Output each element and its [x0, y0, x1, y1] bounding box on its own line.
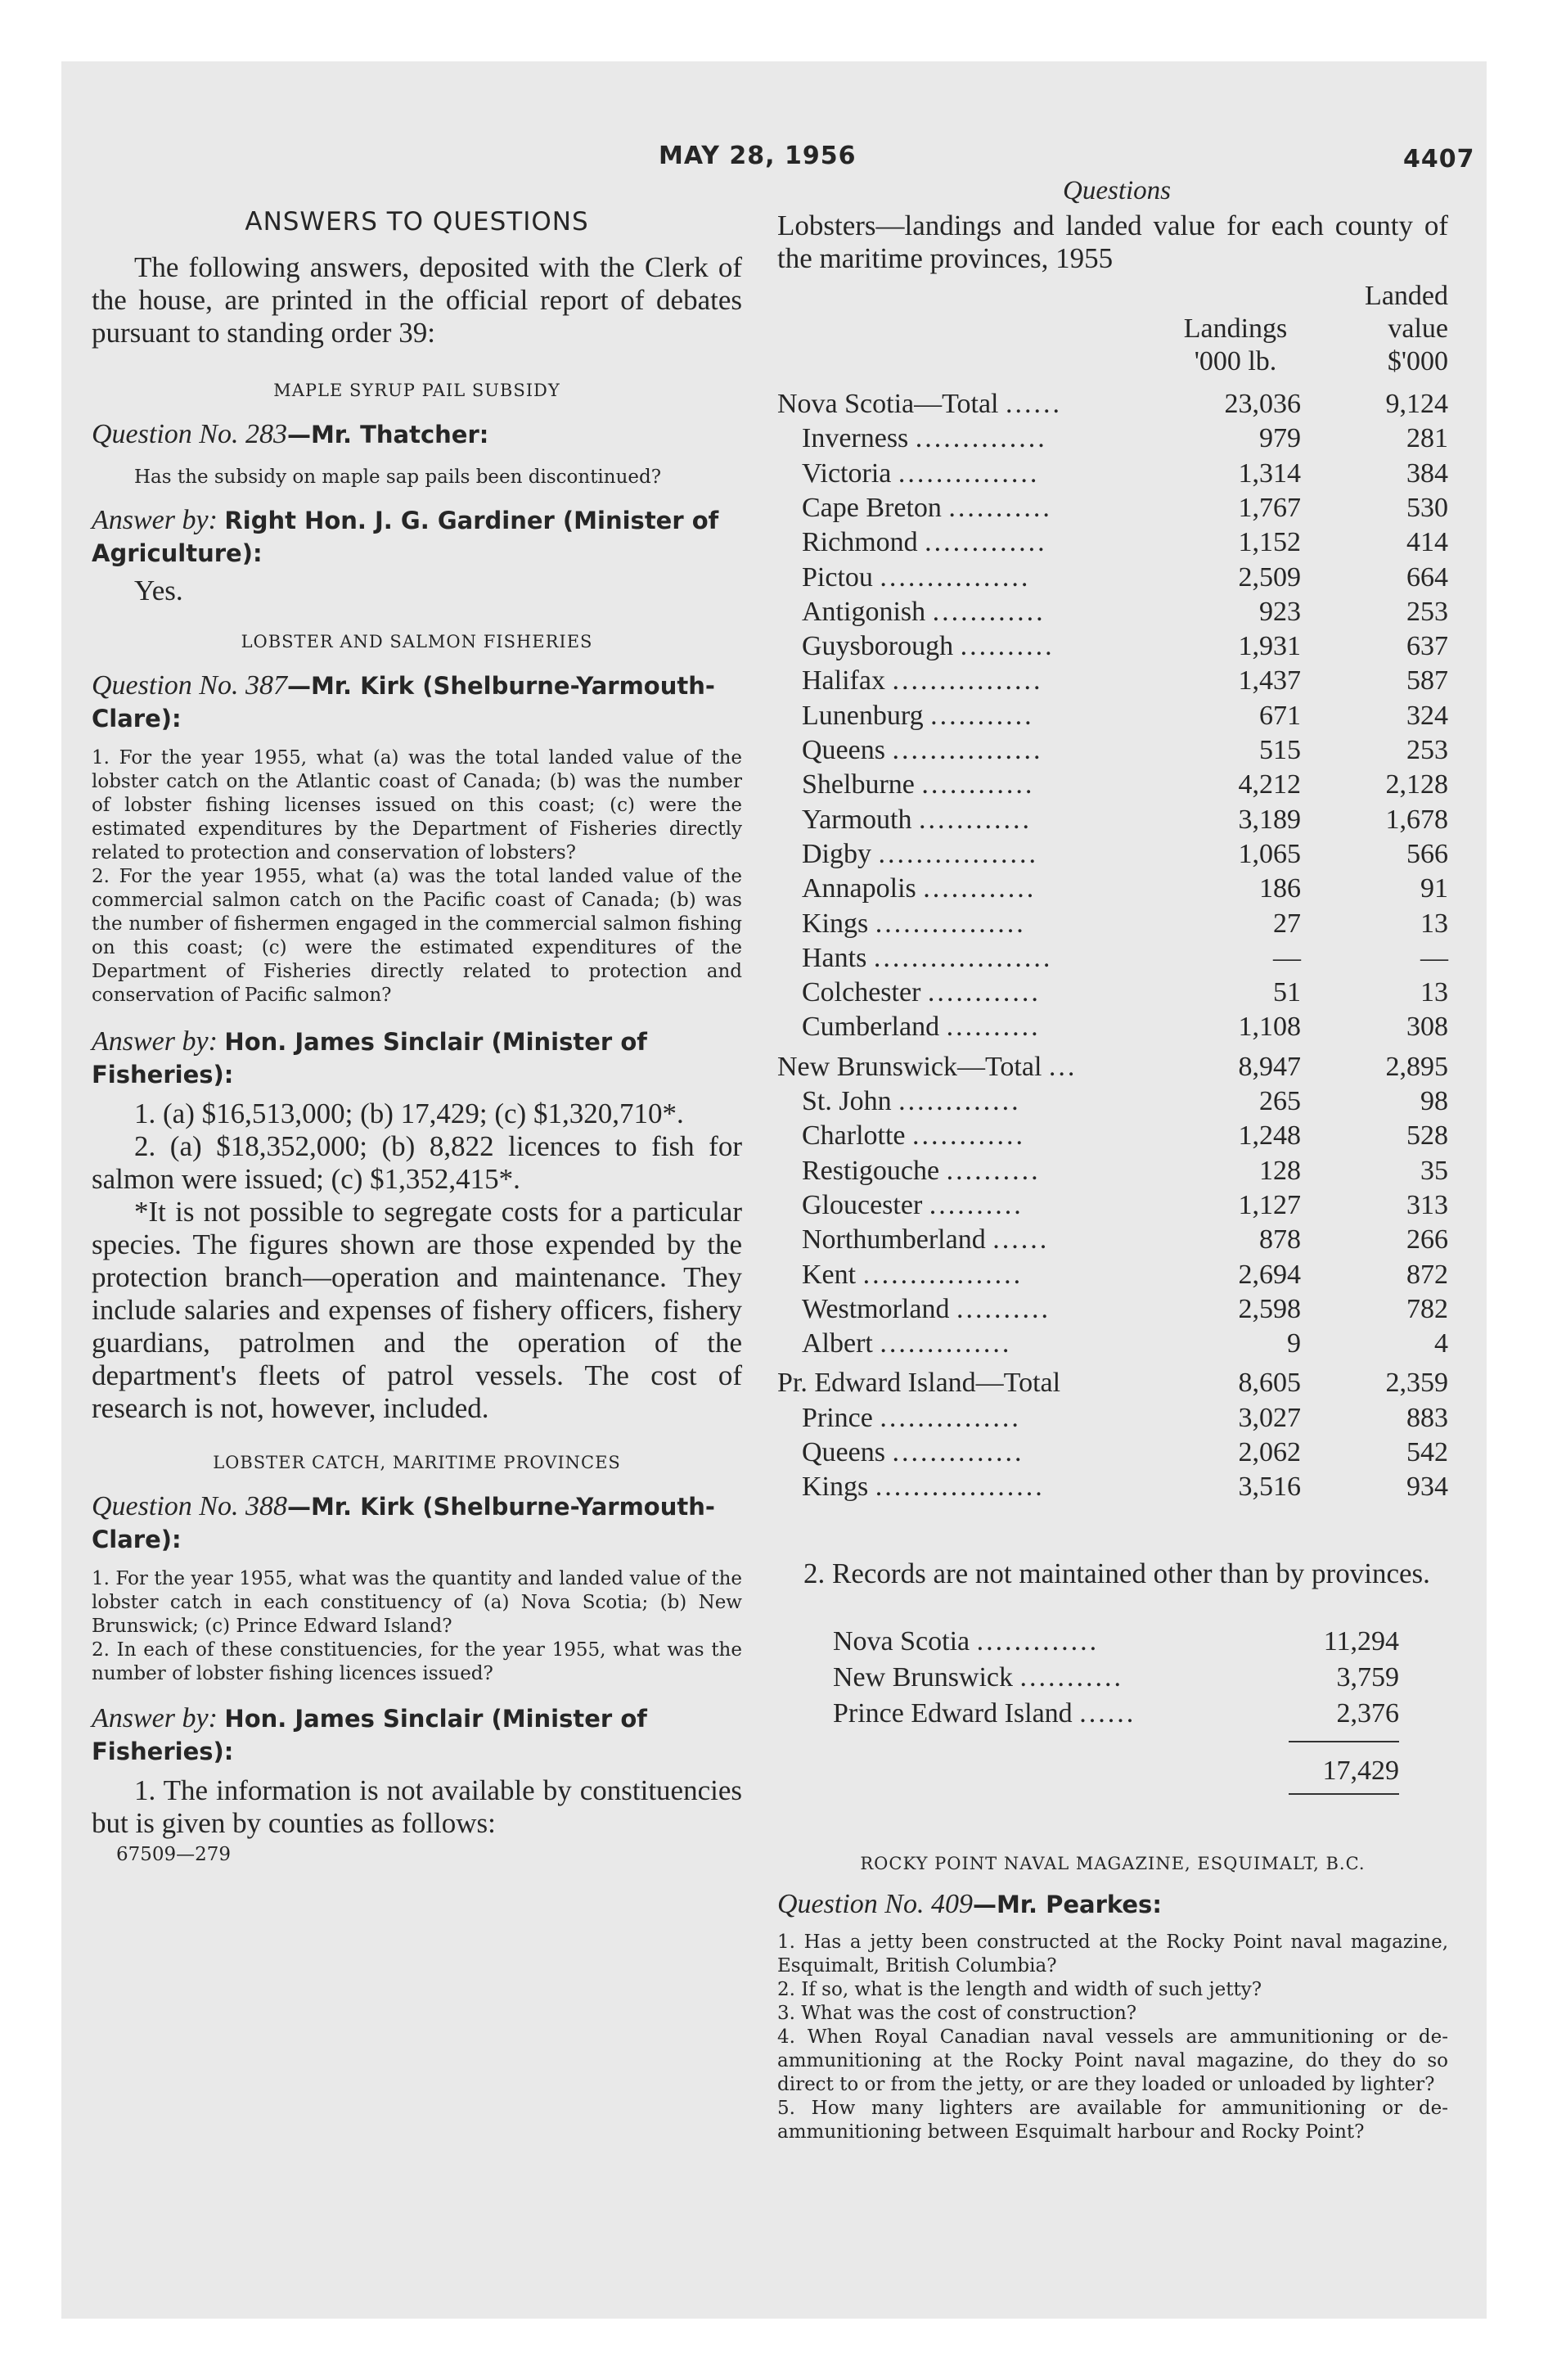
row-name: [802, 1188, 1024, 1223]
landed-value: 13: [1420, 977, 1448, 1008]
question-member: —Mr. Thatcher:: [286, 421, 489, 449]
row-name: [802, 1084, 1021, 1119]
county-name: Kent: [802, 1259, 857, 1290]
col-header-unit-dollars: $'000: [1387, 346, 1448, 376]
table-row: [777, 733, 1448, 768]
county-name: Nova Scotia—Total: [777, 389, 999, 419]
col-header-value: value: [1388, 313, 1448, 344]
answer-label: Answer by:: [92, 505, 218, 535]
answer-by: Hon. James Sinclair (Minister of Fisheries):: [92, 1705, 647, 1765]
landings-value: 128: [1259, 1155, 1301, 1186]
table-caption: Lobsters—landings and landed value for each county of the maritime provinces, 1955: [777, 210, 1448, 274]
row-name: [802, 1258, 1023, 1292]
leader-dots: .................: [878, 838, 1038, 869]
table-row: [777, 1470, 1448, 1504]
row-name: [802, 803, 1032, 837]
county-name: Richmond: [802, 527, 918, 558]
answer-line: [92, 1025, 742, 1091]
landed-value: —: [1420, 942, 1448, 973]
row-name: [802, 699, 1034, 733]
table-row-total: [777, 387, 1448, 421]
leader-dots: ............: [923, 873, 1037, 904]
answer-paragraph: *It is not possible to segregate costs for a particular species. The figures shown are those expended by the protection branch—operation and maintenance. They include salaries and expenses of fishery officers, fishery guardians, patrolmen and the operation of the department's fleets of patrol vessels. The cost of research is not, however, included.: [92, 1196, 742, 1424]
table-row: [777, 1223, 1448, 1257]
leader-dots: ...............: [880, 1402, 1021, 1433]
landed-value: 13: [1420, 908, 1448, 939]
landings-value: 3,516: [1238, 1472, 1301, 1503]
section-heading: LOBSTER AND SALMON FISHERIES: [241, 632, 593, 651]
table-row: [777, 1119, 1448, 1153]
licence-count: 3,759: [1336, 1662, 1399, 1693]
leader-dots: ......: [1079, 1698, 1136, 1729]
table-row: [777, 837, 1448, 872]
landed-value: 281: [1406, 423, 1448, 454]
county-name: Restigouche: [802, 1155, 940, 1186]
answer-by: Hon. James Sinclair (Minister of Fisheries):: [92, 1028, 647, 1089]
intro-paragraph: The following answers, deposited with the Clerk of the house, are printed in the official report of debates pursuant to standing order 39:: [92, 251, 742, 349]
landings-value: 186: [1259, 873, 1301, 904]
row-name: [802, 1010, 1041, 1044]
leader-dots: ..........: [929, 1189, 1024, 1220]
table-row: [777, 1258, 1448, 1292]
county-name: Colchester: [802, 977, 921, 1008]
records-row: [833, 1697, 1399, 1731]
question-label: Question No. 388: [92, 1491, 287, 1521]
landed-value: 566: [1406, 838, 1448, 869]
leader-dots: ...........: [1019, 1662, 1124, 1693]
lobster-table: [777, 387, 1448, 1525]
table-row: [777, 1010, 1448, 1044]
landings-value: 878: [1259, 1224, 1301, 1255]
question-paragraph: 1. For the year 1955, what was the quantity and landed value of the lobster catch in each constituency of (a) Nova Scotia; (b) New Brunswick; (c) Prince Edward Island?: [92, 1568, 742, 1637]
leader-dots: ..............: [892, 1437, 1024, 1467]
landings-value: 3,189: [1238, 804, 1301, 835]
leader-dots: ..........: [956, 1293, 1051, 1324]
leader-dots: ..............: [880, 1328, 1012, 1359]
landings-value: 51: [1273, 977, 1301, 1008]
county-name: Pictou: [802, 561, 873, 593]
county-name: Charlotte: [802, 1120, 906, 1152]
table-row: [777, 803, 1448, 837]
row-name: [802, 1401, 1021, 1436]
row-name: [802, 837, 1038, 872]
question-member: —Mr. Kirk (Shelburne-Yarmouth-Clare):: [92, 672, 715, 732]
table-row-total: [777, 1366, 1448, 1400]
row-name: [802, 941, 1052, 976]
leader-dots: .................: [862, 1259, 1024, 1290]
left-column: [92, 207, 742, 1867]
landings-value: 979: [1259, 423, 1301, 454]
province-name: [833, 1697, 1136, 1731]
landed-value: 872: [1406, 1259, 1448, 1290]
landed-value: 1,678: [1385, 804, 1448, 835]
row-name: [802, 595, 1046, 629]
landings-value: 9: [1287, 1328, 1301, 1359]
leader-dots: ............: [912, 1120, 1026, 1152]
leader-dots: ...............: [898, 458, 1040, 489]
landings-value: 4,212: [1238, 769, 1301, 800]
landed-value: 384: [1406, 458, 1448, 489]
landings-value: 1,314: [1238, 458, 1301, 489]
table-row: [777, 1327, 1448, 1361]
row-name: [777, 1366, 1060, 1400]
landings-value: 923: [1259, 596, 1301, 627]
question-paragraph: 1. Has a jetty been constructed at the Rocky Point naval magazine, Esquimalt, British Columbia?: [777, 1931, 1448, 1977]
table-row: [777, 1292, 1448, 1327]
answers-title: ANSWERS TO QUESTIONS: [245, 207, 589, 237]
county-name: Cape Breton: [802, 492, 942, 523]
county-name: Inverness: [802, 423, 909, 454]
question-paragraph: 3. What was the cost of construction?: [777, 2003, 1137, 2024]
leader-dots: ...........: [930, 700, 1034, 731]
answer-by: Right Hon. J. G. Gardiner (Minister of Agriculture):: [92, 507, 719, 567]
landed-value: 266: [1406, 1224, 1448, 1255]
question-member: —Mr. Pearkes:: [972, 1891, 1162, 1918]
question-paragraph: 1. For the year 1955, what (a) was the total landed value of the lobster catch on the Atlantic coast of Canada; (b) was the number of lobster fishing licenses issued on this coast; (c) were the estimated expenditures by the Department of Fisheries directly related to protection and conservation of lobsters?: [92, 747, 742, 863]
county-name: Halifax: [802, 665, 885, 696]
leader-dots: .............: [976, 1626, 1100, 1657]
row-name: [802, 1470, 1045, 1504]
landed-value: 528: [1406, 1120, 1448, 1152]
table-row: [777, 699, 1448, 733]
section-heading: LOBSTER CATCH, MARITIME PROVINCES: [213, 1453, 621, 1472]
leader-dots: .............: [898, 1086, 1021, 1116]
header-date: MAY 28, 1956: [659, 142, 857, 170]
table-row: [777, 1436, 1448, 1470]
table-row: [777, 1401, 1448, 1436]
licence-count: 2,376: [1336, 1698, 1399, 1729]
table-row: [777, 768, 1448, 802]
answer-paragraph: 2. (a) $18,352,000; (b) 8,822 licences to fish for salmon were issued; (c) $1,352,415*.: [92, 1130, 742, 1195]
landings-value: 1,931: [1238, 631, 1301, 662]
total-rule-bottom: [1289, 1793, 1399, 1795]
landings-value: 1,437: [1238, 665, 1301, 696]
leader-dots: ............: [932, 596, 1046, 627]
answer-line: [92, 1702, 742, 1768]
answer-label: Answer by:: [92, 1026, 218, 1057]
county-name: Westmorland: [802, 1293, 950, 1324]
table-row: [777, 629, 1448, 664]
table-row: [777, 595, 1448, 629]
table-column-headers: [777, 281, 1448, 379]
col-header-landed: Landed: [1365, 281, 1448, 311]
county-name: Kings: [802, 1472, 869, 1503]
question-line: [92, 418, 742, 451]
county-name: Cumberland: [802, 1012, 940, 1043]
leader-dots: ...: [1048, 1051, 1078, 1082]
right-column: [777, 176, 1456, 2304]
province-name: [833, 1625, 1099, 1659]
total-rule: [1289, 1741, 1399, 1742]
county-name: Albert: [802, 1328, 873, 1359]
landed-value: 98: [1420, 1086, 1448, 1116]
landed-value: 637: [1406, 631, 1448, 662]
col-header-landings: Landings: [1183, 313, 1288, 344]
leader-dots: ................: [892, 735, 1043, 765]
landed-value: 542: [1406, 1437, 1448, 1467]
running-head: Questions: [1063, 176, 1171, 205]
col-header-unit-lb: '000 lb.: [1194, 346, 1277, 376]
province-name: [833, 1661, 1123, 1695]
licence-count: 11,294: [1323, 1626, 1399, 1657]
page-number: 4407: [1403, 145, 1475, 174]
county-name: Digby: [802, 838, 871, 869]
question-text: Has the subsidy on maple sap pails been discontinued?: [134, 467, 662, 488]
landed-value: 4: [1434, 1328, 1448, 1359]
landings-value: 8,947: [1238, 1051, 1301, 1082]
answer-label: Answer by:: [92, 1703, 218, 1733]
row-name: [802, 457, 1039, 491]
province-label: Nova Scotia: [833, 1626, 970, 1657]
answer-paragraph: 1. (a) $16,513,000; (b) 17,429; (c) $1,320,710*.: [134, 1098, 684, 1129]
landings-value: 1,065: [1238, 838, 1301, 869]
landings-value: 27: [1273, 908, 1301, 939]
landings-value: 8,605: [1238, 1368, 1301, 1399]
province-label: New Brunswick: [833, 1662, 1014, 1693]
landings-value: 2,694: [1238, 1259, 1301, 1290]
landings-value: 2,598: [1238, 1293, 1301, 1324]
landed-value: 2,128: [1385, 769, 1448, 800]
answer-text: Yes.: [134, 575, 183, 606]
table-row: [777, 1188, 1448, 1223]
landings-value: 1,152: [1238, 527, 1301, 558]
landings-value: 2,062: [1238, 1437, 1301, 1467]
row-name: [802, 1223, 1049, 1257]
table-row: [777, 491, 1448, 525]
table-row-total: [777, 1050, 1448, 1084]
county-name: New Brunswick—Total: [777, 1051, 1042, 1082]
row-name: [802, 561, 1030, 595]
table-row: [777, 941, 1448, 976]
leader-dots: ............: [927, 977, 1041, 1008]
leader-dots: ..........: [960, 631, 1055, 662]
landed-value: 782: [1406, 1293, 1448, 1324]
question-paragraph: 2. In each of these constituencies, for the year 1955, what was the number of lobster fishing licences issued?: [92, 1639, 742, 1684]
landings-value: —: [1273, 942, 1301, 973]
table-row: [777, 525, 1448, 560]
county-name: Northumberland: [802, 1224, 986, 1255]
county-name: Lunenburg: [802, 700, 924, 731]
leader-dots: .............: [925, 527, 1047, 558]
row-name: [802, 1119, 1025, 1153]
landed-value: 934: [1406, 1472, 1448, 1503]
row-name: [802, 976, 1041, 1010]
landed-value: 2,895: [1385, 1051, 1448, 1082]
county-name: Shelburne: [802, 769, 915, 800]
row-name: [802, 629, 1055, 664]
landed-value: 91: [1420, 873, 1448, 904]
row-name: [802, 768, 1034, 802]
table-row: [777, 872, 1448, 906]
landings-value: 1,248: [1238, 1120, 1301, 1152]
answer-text: 1. The information is not available by constituencies but is given by counties as follows:: [92, 1774, 742, 1839]
landings-value: 1,127: [1238, 1189, 1301, 1220]
landed-value: 530: [1406, 492, 1448, 523]
row-name: [802, 664, 1042, 698]
county-name: St. John: [802, 1086, 892, 1116]
page-scan: [61, 61, 1487, 2319]
landings-value: 1,108: [1238, 1012, 1301, 1043]
leader-dots: ......: [1006, 389, 1063, 419]
leader-dots: ............: [921, 769, 1035, 800]
landed-value: 414: [1406, 527, 1448, 558]
landings-value: 2,509: [1238, 561, 1301, 593]
answer-line: [92, 504, 742, 570]
county-name: Queens: [802, 1437, 885, 1467]
county-name: Queens: [802, 735, 885, 765]
row-name: [802, 1436, 1024, 1470]
row-name: [802, 1327, 1011, 1361]
county-name: Prince: [802, 1402, 873, 1433]
landed-value: 664: [1406, 561, 1448, 593]
landings-value: 265: [1259, 1086, 1301, 1116]
row-name: [802, 1292, 1051, 1327]
landings-value: 1,767: [1238, 492, 1301, 523]
county-name: Hants: [802, 942, 867, 973]
landed-value: 35: [1420, 1155, 1448, 1186]
row-name: [802, 525, 1047, 560]
county-name: Gloucester: [802, 1189, 923, 1220]
table-row: [777, 457, 1448, 491]
row-name: [777, 387, 1062, 421]
question-paragraph: 2. For the year 1955, what (a) was the total landed value of the commercial salmon catch on the Pacific coast of Canada; (b) was the number of fishermen engaged in the commercial salmon fishing on this coast; (c) were the estimated expenditures of the Department of Fisheries directly related to protection and conservation of Pacific salmon?: [92, 866, 742, 1006]
leader-dots: ................: [875, 908, 1026, 939]
question-line: [777, 1888, 1448, 1921]
landed-value: 587: [1406, 665, 1448, 696]
question-line: [92, 1490, 742, 1556]
landed-value: 253: [1406, 735, 1448, 765]
county-name: Antigonish: [802, 596, 926, 627]
question-paragraph: 5. How many lighters are available for ammunitioning or de-ammunitioning between Esquimalt harbour and Rocky Point?: [777, 2098, 1448, 2143]
leader-dots: ..........: [946, 1012, 1041, 1043]
question-paragraph: 2. If so, what is the length and width of such jetty?: [777, 1979, 1262, 2000]
landed-value: 253: [1406, 596, 1448, 627]
landed-value: 9,124: [1385, 389, 1448, 419]
question-paragraph: 4. When Royal Canadian naval vessels are ammunitioning or de-ammunitioning at the Rocky Point naval magazine, do they do so direct to or from the jetty, or are they loaded or unloaded by lighter?: [777, 2026, 1448, 2095]
question-line: [92, 669, 742, 735]
records-row: [833, 1625, 1399, 1659]
leader-dots: ..............: [915, 423, 1047, 454]
landings-value: 3,027: [1238, 1402, 1301, 1433]
table-row: [777, 1084, 1448, 1119]
county-name: Victoria: [802, 458, 892, 489]
table-row: [777, 907, 1448, 941]
table-row: [777, 664, 1448, 698]
leader-dots: ......: [992, 1224, 1050, 1255]
table-row: [777, 421, 1448, 456]
question-member: —Mr. Kirk (Shelburne-Yarmouth-Clare):: [92, 1493, 715, 1553]
row-name: [802, 907, 1026, 941]
county-name: Annapolis: [802, 873, 916, 904]
section-heading: MAPLE SYRUP PAIL SUBSIDY: [273, 381, 560, 400]
records-text: 2. Records are not maintained other than by provinces.: [803, 1557, 1430, 1589]
table-row: [777, 561, 1448, 595]
row-name: [802, 491, 1052, 525]
landings-value: 671: [1259, 700, 1301, 731]
county-name: Kings: [802, 908, 869, 939]
rocky-point-section: [777, 1854, 1448, 2144]
leader-dots: ...................: [873, 942, 1053, 973]
row-name: [777, 1050, 1077, 1084]
landings-value: 23,036: [1224, 389, 1301, 419]
landed-value: 883: [1406, 1402, 1448, 1433]
row-name: [802, 1154, 1041, 1188]
county-name: Pr. Edward Island—Total: [777, 1368, 1061, 1399]
question-label: Question No. 387: [92, 670, 287, 701]
leader-dots: ...........: [948, 492, 1052, 523]
leader-dots: ................: [880, 561, 1031, 593]
question-label: Question No. 409: [777, 1889, 973, 1919]
leader-dots: ................: [892, 665, 1043, 696]
footer-code: 67509—279: [116, 1844, 232, 1865]
leader-dots: ..................: [875, 1472, 1045, 1503]
county-name: Guysborough: [802, 631, 954, 662]
leader-dots: ..........: [946, 1155, 1041, 1186]
landed-value: 308: [1406, 1012, 1448, 1043]
row-name: [802, 733, 1042, 768]
section-heading: ROCKY POINT NAVAL MAGAZINE, ESQUIMALT, B.C.: [860, 1854, 1366, 1873]
county-name: Yarmouth: [802, 804, 912, 835]
records-total: 17,429: [1322, 1756, 1399, 1786]
row-name: [802, 421, 1047, 456]
landed-value: 324: [1406, 700, 1448, 731]
landings-value: 515: [1259, 735, 1301, 765]
row-name: [802, 872, 1036, 906]
leader-dots: ............: [918, 804, 1032, 835]
question-label: Question No. 283: [92, 419, 287, 449]
records-row: [833, 1661, 1399, 1695]
records-list: [777, 1625, 1448, 1739]
table-row: [777, 1154, 1448, 1188]
landed-value: 2,359: [1385, 1368, 1448, 1399]
table-row: [777, 976, 1448, 1010]
province-label: Prince Edward Island: [833, 1698, 1073, 1729]
landed-value: 313: [1406, 1189, 1448, 1220]
